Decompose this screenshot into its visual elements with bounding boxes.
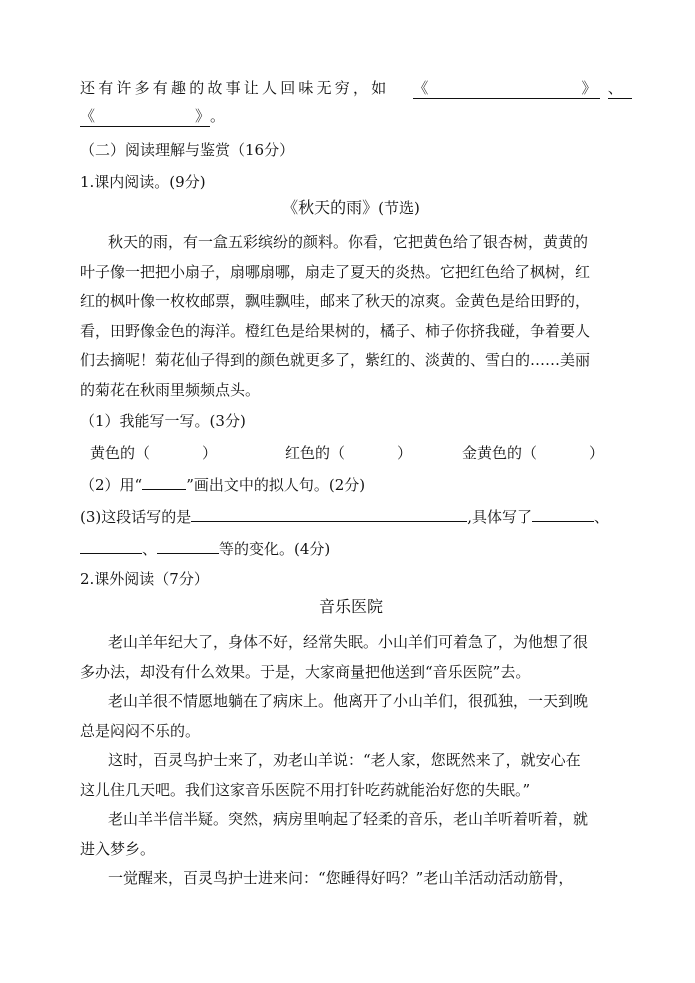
q1-sub1: （1）我能写一写。(3分) [80,412,246,430]
passage-note: (节选) [378,199,420,217]
passage-line: 看，田野像金色的海洋。橙红色是给果树的，橘子、柿子你挤我碰，争着要人 [80,321,591,340]
book-blank-1[interactable]: 《 》 [413,79,600,97]
underline-sample [142,475,186,490]
q1-sub2: （2）用“ ”画出文中的拟人句。(2分) [80,476,366,494]
q2-heading: 2.课外阅读（7分） [80,570,209,588]
story-line: 这时，百灵鸟护士来了，劝老山羊说：“老人家，您既然来了，就安心在 [108,751,581,769]
separator: 、 [608,78,632,99]
q1-sub3: (3)这段话写的是 ,具体写了 、 [80,508,610,526]
passage-title: 《秋天的雨》 [282,198,379,217]
intro-line-2: 《 》。 [80,107,226,125]
story-line: 老山羊半信半疑。突然，病房里响起了轻柔的音乐，老山羊听着听着，就 [108,810,589,828]
story-line: 老山羊年纪大了，身体不好，经常失眠。小山羊们可着急了，为他想了很 [108,633,589,651]
fill-yellow[interactable]: 黄色的（ ） [90,444,218,462]
passage-line: 秋天的雨，有一盒五彩缤纷的颜料。你看，它把黄色给了银杏树，黄黄的 [108,233,589,251]
passage-line: 红的枫叶像一枚枚邮票，飘哇飘哇，邮来了秋天的凉爽。金黄色是给田野的， [80,292,591,310]
intro-text: 还有许多有趣的故事让人回味无穷，如 [80,79,390,97]
answer-blank-main[interactable] [191,507,467,522]
story-line: 这儿住几天吧。我们这家音乐医院不用打针吃药就能治好您的失眠。” [80,780,531,799]
q1-heading: 1.课内阅读。(9分) [80,173,206,191]
answer-blank-3[interactable] [157,539,219,554]
story-line: 总是闷闷不乐的。 [80,721,201,740]
intro-line-1 [80,78,626,99]
passage-title-row [80,198,622,218]
passage-line: 叶子像一把把小扇子，扇哪扇哪，扇走了夏天的炎热。它把红色给了枫树，红 [80,262,591,281]
fill-gold[interactable]: 金黄色的（ ） [462,444,605,462]
book-blank-2[interactable]: 《 》 [80,107,211,125]
q2-title-row [80,597,622,617]
story-line: 老山羊很不情愿地躺在了病床上。他离开了小山羊们，很孤独，一天到晚 [108,692,589,710]
story-line: 一觉醒来，百灵鸟护士进来问：“您睡得好吗？”老山羊活动活动筋骨， [108,869,574,887]
answer-blank-2[interactable] [80,539,142,554]
story-line: 多办法，却没有什么效果。于是，大家商量把他送到“音乐医院”去。 [80,662,531,681]
passage-line: 们去摘呢！菊花仙子得到的颜色就更多了，紫红的、淡黄的、雪白的……美丽 [80,351,591,369]
section-title: （二）阅读理解与鉴赏（16分） [80,141,295,159]
passage-line: 的菊花在秋雨里频频点头。 [80,380,261,399]
q1-sub3-cont: 、 等的变化。(4分) [80,539,622,559]
answer-blank-1[interactable] [532,507,594,522]
fill-red[interactable]: 红色的（ ） [285,444,413,462]
q2-title: 音乐医院 [318,597,383,616]
story-line: 进入梦乡。 [80,839,156,858]
